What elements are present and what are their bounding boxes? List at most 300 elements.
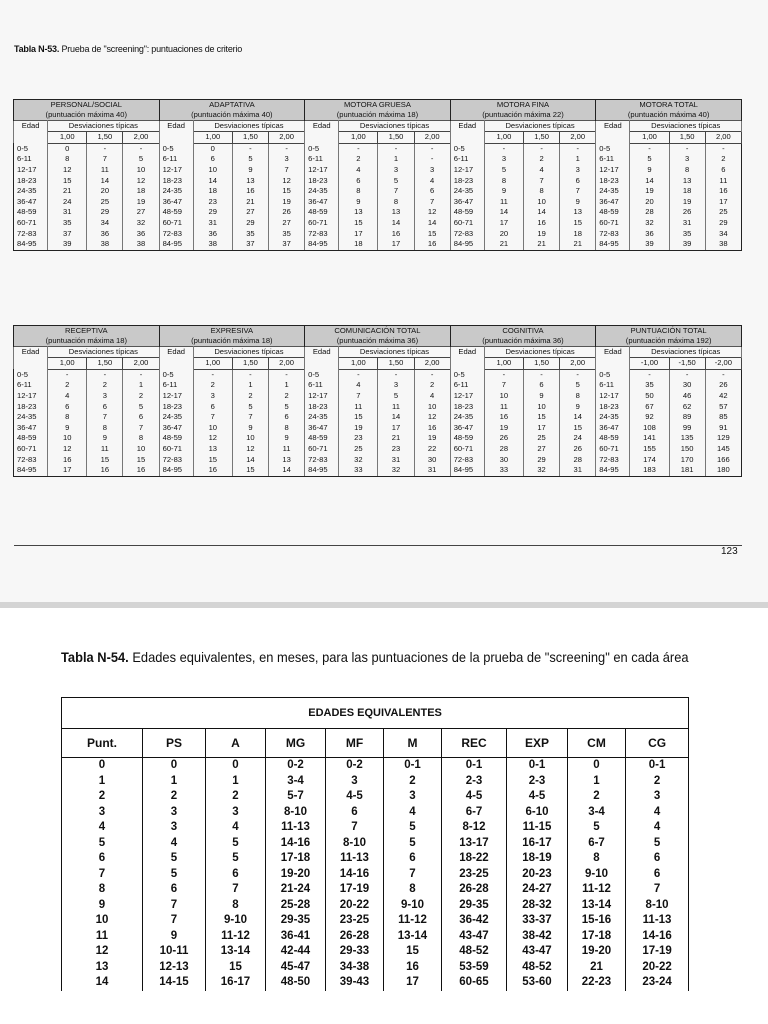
deviation-header: Desviaciones típicas [339,347,450,358]
section-title-row [14,100,742,111]
score-cell: 9 [48,423,87,434]
score-cell: 16 [705,186,741,197]
equivalent-age-cell: 3-4 [266,774,326,790]
equivalent-age-cell: 48-50 [266,975,326,991]
section-title: PUNTUACIÓN TOTAL [596,326,742,337]
score-cell: 32 [378,465,414,476]
equivalent-age-cell: 39-43 [326,975,384,991]
score-cell: 36 [630,229,669,240]
age-range-cell: 84-95 [14,465,48,476]
score-cell: 9 [232,165,268,176]
section-max-score: (puntuación máxima 36) [305,336,451,347]
score-cell: 19 [630,186,669,197]
table-row [62,805,689,821]
equivalent-age-cell: 5 [568,820,626,836]
score-cell: 18 [339,239,378,250]
table-row [14,207,742,218]
equivalent-age-cell: 0 [568,758,626,774]
score-cell: 10 [524,197,560,208]
score-cell: 13 [378,207,414,218]
table-row [14,186,742,197]
score-cell: 23 [339,433,378,444]
age-range-cell: 36-47 [159,423,193,434]
age-range-cell: 48-59 [305,433,339,444]
score-cell: 12 [48,444,87,455]
score-cell: 34 [705,229,741,240]
column-header-row [14,347,742,358]
score-cell: 20 [484,229,523,240]
score-cell: 15 [123,455,159,466]
age-range-cell: 84-95 [14,239,48,250]
equivalent-age-cell: 4-5 [326,789,384,805]
score-cell: 5 [630,154,669,165]
score-cell: 8 [87,423,123,434]
age-range-cell: 84-95 [305,465,339,476]
score-cell: 23 [193,197,232,208]
equivalent-age-cell: 5 [384,820,442,836]
section-title: EXPRESIVA [159,326,305,337]
table-row [62,820,689,836]
section-max-score: (puntuación máxima 18) [305,110,451,121]
table-row [14,369,742,380]
score-cell: 7 [524,176,560,187]
age-range-cell: 12-17 [159,391,193,402]
score-cell: 10 [484,391,523,402]
score-cell: 33 [484,465,523,476]
equivalent-age-cell: 28-32 [507,898,568,914]
score-cell: - [630,143,669,154]
equivalent-age-cell: 5 [626,836,689,852]
score-cell: - [269,143,305,154]
age-range-cell: 60-71 [450,218,484,229]
equivalent-age-cell: 5 [143,867,206,883]
deviation-header: Desviaciones típicas [630,121,742,132]
deviation-value: 1,00 [484,132,523,143]
score-cell: 57 [705,402,741,413]
equivalent-age-cell: 48-52 [507,960,568,976]
equivalent-age-cell: 60-65 [442,975,507,991]
score-cell: 25 [523,433,559,444]
equivalent-age-cell: 17 [384,975,442,991]
deviation-value: 1,50 [232,132,268,143]
equivalent-age-cell: 7 [143,913,206,929]
score-cell: 6 [62,851,143,867]
age-range-cell: 36-47 [159,197,193,208]
equivalent-age-cell: 8 [384,882,442,898]
score-cell: 20 [630,197,669,208]
score-cell: 10 [193,165,232,176]
equivalent-age-cell: 6-10 [507,805,568,821]
score-cell: 8 [560,391,596,402]
score-cell: 7 [87,154,123,165]
equivalent-age-cell: 25-28 [266,898,326,914]
equivalent-age-cell: 19-20 [568,944,626,960]
score-cell: - [414,143,450,154]
score-cell: 0 [193,143,232,154]
age-range-cell: 60-71 [159,444,193,455]
score-cell: 18 [669,186,705,197]
score-cell: 36 [123,229,159,240]
equivalent-age-cell: 1 [206,774,266,790]
score-cell: 6 [48,402,87,413]
age-range-cell: 84-95 [159,239,193,250]
deviation-header: Desviaciones típicas [193,347,304,358]
score-cell: 46 [669,391,705,402]
page-number: 123 [721,546,738,557]
score-cell: 3 [87,391,123,402]
score-cell: 4 [414,176,450,187]
deviation-value: 1,50 [669,132,705,143]
age-range-cell: 72-83 [14,455,48,466]
age-range-cell: 24-35 [450,412,484,423]
column-header: MF [326,729,384,758]
age-range-cell: 24-35 [305,186,339,197]
age-header: Edad [159,121,193,144]
score-cell: 2 [705,154,741,165]
table-row [62,836,689,852]
score-cell: 21 [524,239,560,250]
age-header: Edad [305,347,339,370]
score-cell: 35 [48,218,87,229]
equivalent-age-cell: 6 [143,882,206,898]
score-cell: 5 [232,154,268,165]
deviation-value: 2,00 [560,132,596,143]
deviation-value: 2,00 [123,358,159,369]
equivalent-age-cell: 8-10 [266,805,326,821]
score-cell: 1 [378,154,414,165]
age-range-cell: 48-59 [305,207,339,218]
score-cell: 8 [48,154,87,165]
score-cell: 15 [339,412,378,423]
score-cell: 39 [669,239,705,250]
age-range-cell: 72-83 [159,229,193,240]
table-row [62,867,689,883]
score-cell: 13 [232,176,268,187]
equivalent-age-cell: 5 [206,851,266,867]
table-row [14,143,742,154]
score-cell: 16 [484,412,523,423]
age-range-cell: 12-17 [596,391,630,402]
score-cell: 32 [630,218,669,229]
score-cell: - [484,369,523,380]
deviation-value: 2,00 [414,132,450,143]
deviation-value: 2,00 [560,358,596,369]
age-range-cell: 72-83 [596,455,630,466]
table-title: EDADES EQUIVALENTES [62,698,689,729]
equivalent-age-cell: 17-18 [568,929,626,945]
score-cell: 6 [560,176,596,187]
score-cell: 15 [339,218,378,229]
score-cell: 6 [523,380,559,391]
score-cell: 11 [269,444,305,455]
equivalent-age-cell: 43-47 [442,929,507,945]
column-header-row [14,121,742,132]
age-range-cell: 18-23 [305,176,339,187]
score-cell: 5 [378,176,414,187]
age-range-cell: 48-59 [596,433,630,444]
equivalent-age-cell: 26-28 [326,929,384,945]
equivalent-age-cell: 0-2 [326,758,384,774]
score-cell: 15 [560,218,596,229]
age-range-cell: 60-71 [159,218,193,229]
score-cell: 21 [378,433,414,444]
equivalent-age-cell: 18-22 [442,851,507,867]
table-row [14,165,742,176]
deviation-value: 1,50 [378,358,414,369]
age-range-cell: 36-47 [450,423,484,434]
score-cell: 1 [232,380,268,391]
equivalent-age-cell: 6-7 [442,805,507,821]
age-header: Edad [159,347,193,370]
score-cell: 5 [232,402,268,413]
age-range-cell: 24-35 [450,186,484,197]
equivalent-age-cell: 7 [326,820,384,836]
score-cell: 12 [48,165,87,176]
score-cell: 10 [123,444,159,455]
age-range-cell: 12-17 [14,165,48,176]
table-53-caption: Tabla N-53. Prueba de "screening": puntuaciones de criterio [14,44,243,54]
score-cell: 16 [48,455,87,466]
equivalent-age-cell: 14-16 [626,929,689,945]
score-cell: 62 [669,402,705,413]
age-header: Edad [450,347,484,370]
deviation-value: 1,00 [339,358,378,369]
age-range-cell: 6-11 [450,154,484,165]
table-row [14,455,742,466]
table-row [14,197,742,208]
equivalent-age-cell: 48-52 [442,944,507,960]
equivalent-age-cell: 19-20 [266,867,326,883]
age-range-cell: 0-5 [305,369,339,380]
page-footer-rule [14,545,742,546]
score-cell: 7 [414,197,450,208]
score-cell: 3 [378,380,414,391]
equivalent-age-cell: 7 [384,867,442,883]
score-cell: - [414,369,450,380]
equivalent-age-cell: 23-25 [442,867,507,883]
score-cell: 19 [484,423,523,434]
age-range-cell: 18-23 [305,402,339,413]
score-cell: 10 [193,423,232,434]
column-header: PS [143,729,206,758]
age-range-cell: 84-95 [596,239,630,250]
column-header: EXP [507,729,568,758]
score-cell: 17 [48,465,87,476]
equivalent-age-cell: 6 [626,867,689,883]
age-range-cell: 6-11 [14,380,48,391]
score-cell: 29 [193,207,232,218]
score-cell: 32 [123,218,159,229]
score-cell: 27 [232,207,268,218]
equivalent-age-cell: 9-10 [206,913,266,929]
score-cell: 38 [123,239,159,250]
score-cell: 29 [705,218,741,229]
age-range-cell: 0-5 [14,369,48,380]
age-range-cell: 60-71 [450,444,484,455]
score-cell: 5 [484,165,523,176]
score-cell: - [269,369,305,380]
score-cell: 5 [62,836,143,852]
equivalent-age-cell: 2 [206,789,266,805]
age-range-cell: 12-17 [450,165,484,176]
score-cell: 3 [269,154,305,165]
score-cell: 14 [193,176,232,187]
score-cell: 19 [669,197,705,208]
score-cell: 19 [269,197,305,208]
equivalent-age-cell: 2-3 [442,774,507,790]
age-range-cell: 84-95 [450,465,484,476]
equivalent-age-cell: 22-23 [568,975,626,991]
score-cell: 14 [524,207,560,218]
age-range-cell: 18-23 [159,402,193,413]
score-cell: 7 [193,412,232,423]
score-cell: 183 [630,465,669,476]
score-cell: 35 [669,229,705,240]
section-title: MOTORA GRUESA [305,100,451,111]
score-cell: 31 [560,465,596,476]
age-range-cell: 12-17 [14,391,48,402]
deviation-value: 2,00 [705,132,741,143]
score-cell: 16 [414,239,450,250]
age-range-cell: 72-83 [159,455,193,466]
age-range-cell: 36-47 [305,197,339,208]
score-cell: - [523,369,559,380]
equivalent-age-cell: 13-14 [206,944,266,960]
score-cell: 8 [48,412,87,423]
equivalent-age-cell: 36-42 [442,913,507,929]
age-header: Edad [14,347,48,370]
age-range-cell: 72-83 [14,229,48,240]
score-cell: 10 [414,402,450,413]
score-cell: 141 [630,433,669,444]
deviation-value: 1,50 [87,358,123,369]
age-range-cell: 24-35 [159,412,193,423]
score-cell: 13 [669,176,705,187]
score-cell: 14 [378,218,414,229]
score-cell: 3 [62,805,143,821]
score-cell: 13 [560,207,596,218]
equivalent-age-cell: 8-12 [442,820,507,836]
deviation-value: 1,50 [523,358,559,369]
equivalent-age-cell: 3 [384,789,442,805]
age-range-cell: 0-5 [159,143,193,154]
score-cell: 31 [669,218,705,229]
score-cell: 9 [560,402,596,413]
equivalent-age-cell: 12-13 [143,960,206,976]
deviation-header: Desviaciones típicas [484,347,595,358]
score-cell: 150 [669,444,705,455]
equivalent-age-cell: 42-44 [266,944,326,960]
equivalent-age-cell: 11-13 [326,851,384,867]
equivalent-age-cell: 13-14 [568,898,626,914]
score-cell: 34 [87,218,123,229]
equivalent-age-cell: 3 [143,805,206,821]
score-cell: 7 [269,165,305,176]
score-cell: 108 [630,423,669,434]
equivalent-age-cell: 45-47 [266,960,326,976]
score-cell: 2 [232,391,268,402]
score-cell: - [339,369,378,380]
score-cell: - [524,143,560,154]
age-range-cell: 36-47 [14,423,48,434]
age-header: Edad [596,347,630,370]
equivalent-age-cell: 15-16 [568,913,626,929]
section-title: MOTORA FINA [450,100,596,111]
score-cell: 19 [524,229,560,240]
age-range-cell: 0-5 [450,369,484,380]
equivalent-age-cell: 0 [206,758,266,774]
age-range-cell: 0-5 [305,143,339,154]
deviation-header: Desviaciones típicas [484,121,595,132]
score-cell: 25 [87,197,123,208]
table-row [14,465,742,476]
score-cell: 9 [87,433,123,444]
section-max-score: (puntuación máxima 40) [14,110,160,121]
section-max-row [14,110,742,121]
age-range-cell: 84-95 [159,465,193,476]
age-range-cell: 12-17 [305,165,339,176]
equivalent-age-cell: 20-22 [326,898,384,914]
equivalent-age-cell: 8 [568,851,626,867]
equivalent-age-cell: 9 [143,929,206,945]
score-cell: 12 [269,176,305,187]
table-row [14,391,742,402]
score-cell: 2 [414,380,450,391]
score-cell: 8 [524,186,560,197]
score-cell: 31 [414,465,450,476]
score-cell: 15 [193,455,232,466]
equivalent-age-cell: 29-33 [326,944,384,960]
score-cell: 27 [123,207,159,218]
score-cell: 89 [669,412,705,423]
deviation-value: 1,00 [48,132,87,143]
age-header: Edad [450,121,484,144]
score-cell: - [123,369,159,380]
score-cell: 170 [669,455,705,466]
score-cell: 26 [705,380,741,391]
equivalent-age-cell: 4 [143,836,206,852]
score-cell: 181 [669,465,705,476]
score-cell: 29 [523,455,559,466]
score-cell: 0 [62,758,143,774]
score-cell: 24 [560,433,596,444]
deviation-value: 2,00 [269,132,305,143]
score-cell: 4 [414,391,450,402]
score-cell: 16 [524,218,560,229]
age-range-cell: 72-83 [305,455,339,466]
score-cell: 85 [705,412,741,423]
table-row [14,239,742,250]
score-cell: 4 [524,165,560,176]
age-range-cell: 24-35 [14,186,48,197]
score-cell: 3 [669,154,705,165]
score-cell: 26 [269,207,305,218]
age-range-cell: 48-59 [450,207,484,218]
score-cell: - [87,143,123,154]
equivalent-age-cell: 36-41 [266,929,326,945]
equivalent-age-cell: 3 [143,820,206,836]
deviation-header: Desviaciones típicas [339,121,450,132]
score-cell: 19 [339,423,378,434]
score-cell: 14 [232,455,268,466]
age-range-cell: 18-23 [14,402,48,413]
age-range-cell: 48-59 [159,433,193,444]
equivalent-age-cell: 4-5 [442,789,507,805]
equivalent-age-cell: 14-16 [326,867,384,883]
table-row [14,423,742,434]
score-cell: 10 [123,165,159,176]
equivalent-age-cell: 21-24 [266,882,326,898]
